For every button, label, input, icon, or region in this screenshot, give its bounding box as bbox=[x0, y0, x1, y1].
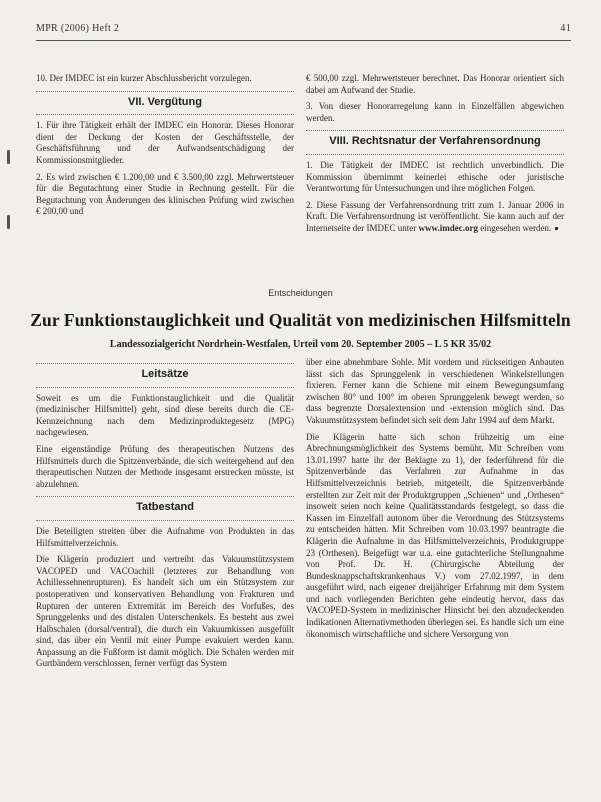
binding-mark bbox=[7, 150, 10, 164]
section-rule bbox=[306, 154, 564, 155]
header-rule bbox=[36, 40, 571, 41]
section-rule bbox=[36, 114, 294, 115]
paragraph-item-10: 10. Der IMDEC ist ein kurzer Abschlussbericht vorzulegen. bbox=[36, 73, 252, 83]
paragraph-viii-2-text: 2. Diese Fassung der Verfahrensordnung tritt zum 1. Januar 2006 in Kraft. Die Verfahrensordnung ist veröffentlicht. Sie kann auch auf der Internetseite der IMDEC unter bbox=[306, 199, 564, 233]
end-mark bbox=[555, 227, 558, 230]
running-header bbox=[36, 23, 571, 39]
paragraph-item-3: 3. Von dieser Honorarregelung kann in Einzelfällen abgewichen werden. bbox=[306, 101, 564, 123]
journal-reference: MPR (2006) Heft 2 bbox=[36, 23, 120, 34]
top-left-column bbox=[36, 73, 294, 223]
page-number: 41 bbox=[560, 23, 571, 34]
section-rule bbox=[36, 520, 294, 521]
paragraph-vii-2: 2. Es wird zwischen € 1.200,00 und € 3.500,00 zzgl. Mehrwertsteuer für die Begutachtung einer Studie in Rechnung gestellt. Für die Begutachtung von Änderungen des klinischen Prüfung wird zwischen € 200,00 und bbox=[36, 171, 294, 217]
section-title-vii: VII. Vergütung bbox=[128, 95, 202, 108]
binding-mark bbox=[7, 215, 10, 229]
paragraph-right-1: über eine abnehmbare Sohle. Mit vordem und rückseitigen Anbauten lässt sich das Sprunggelenk in verschiedenen Winkelstellungen fixieren. Ferner kann die Schiene mit einem Bewegungsumfang zwischen 80° und 100° im oberen Sprunggelenk bewegt werden, so dass begrenzte Dorsalextension und -extension möglich sind. Das Vakuumstützsystem befindet sich seit dem Jahr 1994 auf dem Markt. bbox=[306, 357, 564, 425]
bottom-right-column bbox=[306, 357, 564, 645]
paragraph-continuation: € 500,00 zzgl. Mehrwertsteuer berechnet. Das Honorar orientiert sich dabei am Aufwand der Studie. bbox=[306, 73, 564, 95]
section-rule bbox=[36, 387, 294, 388]
section-rule bbox=[36, 91, 294, 92]
bottom-left-column bbox=[36, 357, 294, 675]
paragraph-viii-2-end: eingesehen werden. bbox=[477, 222, 552, 233]
paragraph-viii-1: 1. Die Tätigkeit der IMDEC ist rechtlich unverbindlich. Die Kommission übernimmt keinerlei ethische oder juristische Verantwortung für Untersuchungen und ihre möglichen Folgen. bbox=[306, 159, 564, 194]
article-subtitle: Landessozialgericht Nordrhein-Westfalen, Urteil vom 20. September 2005 – L 5 KR 35/02 bbox=[109, 339, 492, 350]
paragraph-leitsatz-1: Soweit es um die Funktionstauglichkeit und die Qualität (medizinischer Hilfsmittel) geht, sind diese bereits durch die CE-Kennzeichnung nach dem Medizinproduktegesetz (MPG) nachgewiesen. bbox=[36, 392, 294, 438]
website-link[interactable]: www.imdec.org bbox=[418, 222, 478, 233]
paragraph-tatbestand-2: Die Klägerin produziert und vertreibt das Vakuumstützsystem VACOPED und VACOachill (letzteres zur Behandlung von Achillessehnenrupturen). Es handelt sich um ein Stützsystem zur postoperativen und konservativen Behandlung von Frakturen und Rupturen der unteren Extremität im Bereich des Vorfußes, des Sprunggelenks und des distalen Unterschenkels. Es besteht aus zwei Halbschalen (dorsal/ventral), die durch ein Vakuumkissen ausgefüllt sind, das über ein Ventil mit einer Pumpe evakuiert werden kann. Anpassung an die Fußform ist damit möglich. Die Schalen werden mit Gurtbändern verschlossen, ferner verfügt das System bbox=[36, 554, 294, 669]
section-rule bbox=[306, 130, 564, 131]
article-title: Zur Funktionstauglichkeit und Qualität von medizinischen Hilfsmitteln bbox=[30, 310, 571, 330]
section-rule bbox=[36, 363, 294, 364]
section-rule bbox=[36, 496, 294, 497]
paragraph-tatbestand-1: Die Beteiligten streiten über die Aufnahme von Produkten in das Hilfsmittelverzeichnis. bbox=[36, 525, 294, 548]
section-title-leitsaetze: Leitsätze bbox=[141, 368, 189, 380]
paragraph-leitsatz-2: Eine eigenständige Prüfung des therapeutischen Nutzens des Hilfsmittels durch die Spitzenverbände, die sich weitergehend auf den therapeutischen Nutzen der Methode insgesamt erstrecken müsste, ist abzulehnen. bbox=[36, 443, 294, 489]
section-label: Entscheidungen bbox=[268, 288, 333, 298]
section-title-tatbestand: Tatbestand bbox=[136, 501, 194, 514]
paragraph-vii-1: 1. Für ihre Tätigkeit erhält der IMDEC ein Honorar. Dieses Honorar dient der Deckung der Kosten der Geschäftsstelle, der Geschäftsführung und der Aufwandsentschädigung der Kommissionsmitglieder. bbox=[36, 120, 294, 165]
paragraph-right-2: Die Klägerin hatte sich schon frühzeitig um eine Abrechnungsmöglichkeit des Systems bemüht. Mit Schreiben vom 13.01.1997 hatte ihr der Beklagte zu 1), der federführend für die Spitzenverbände das Verfahren zur Aufnahme in das Hilfsmittelverzeichnis betrieb, mitgeteilt, die Spitzenverbände erstellten zur Zeit mit der Produktgruppen „Schienen“ und „Orthesen“ insoweit seien noch keine Qualitätsstandards festgelegt, so dass die Kassen im Einzelfall autonom über die Verordnung des Stützsystems zu entscheiden hätten. Mit Schreiben vom 10.03.1997 beantragte die Klägerin die Aufnahme in das Hilfsmittelverzeichnis, Produktgruppe 23 (Orthesen). Beigefügt war u.a. eine gutachterliche Stellungnahme von Prof. Dr. H. (Chirurgische Abteilung der Bundesknappschaftskrankenhaus V.) vom 27.02.1997, in dem ausgeführt wird, nach eigener dreijähriger Erfahrung mit dem System und nach vorliegenden Berichten gehe eindeutig hervor, dass das VACOPED-System in medizinischer Hinsicht bei den abzudeckenden Indikationen Alternativmethoden überlegen sei. Es handle sich um eine ökonomisch wirtschaftliche und sichere Versorgung von bbox=[306, 431, 564, 639]
top-right-column bbox=[306, 73, 564, 240]
paragraph-viii-2 bbox=[306, 200, 564, 235]
section-title-viii: VIII. Rechtsnatur der Verfahrensordnung bbox=[329, 135, 541, 148]
